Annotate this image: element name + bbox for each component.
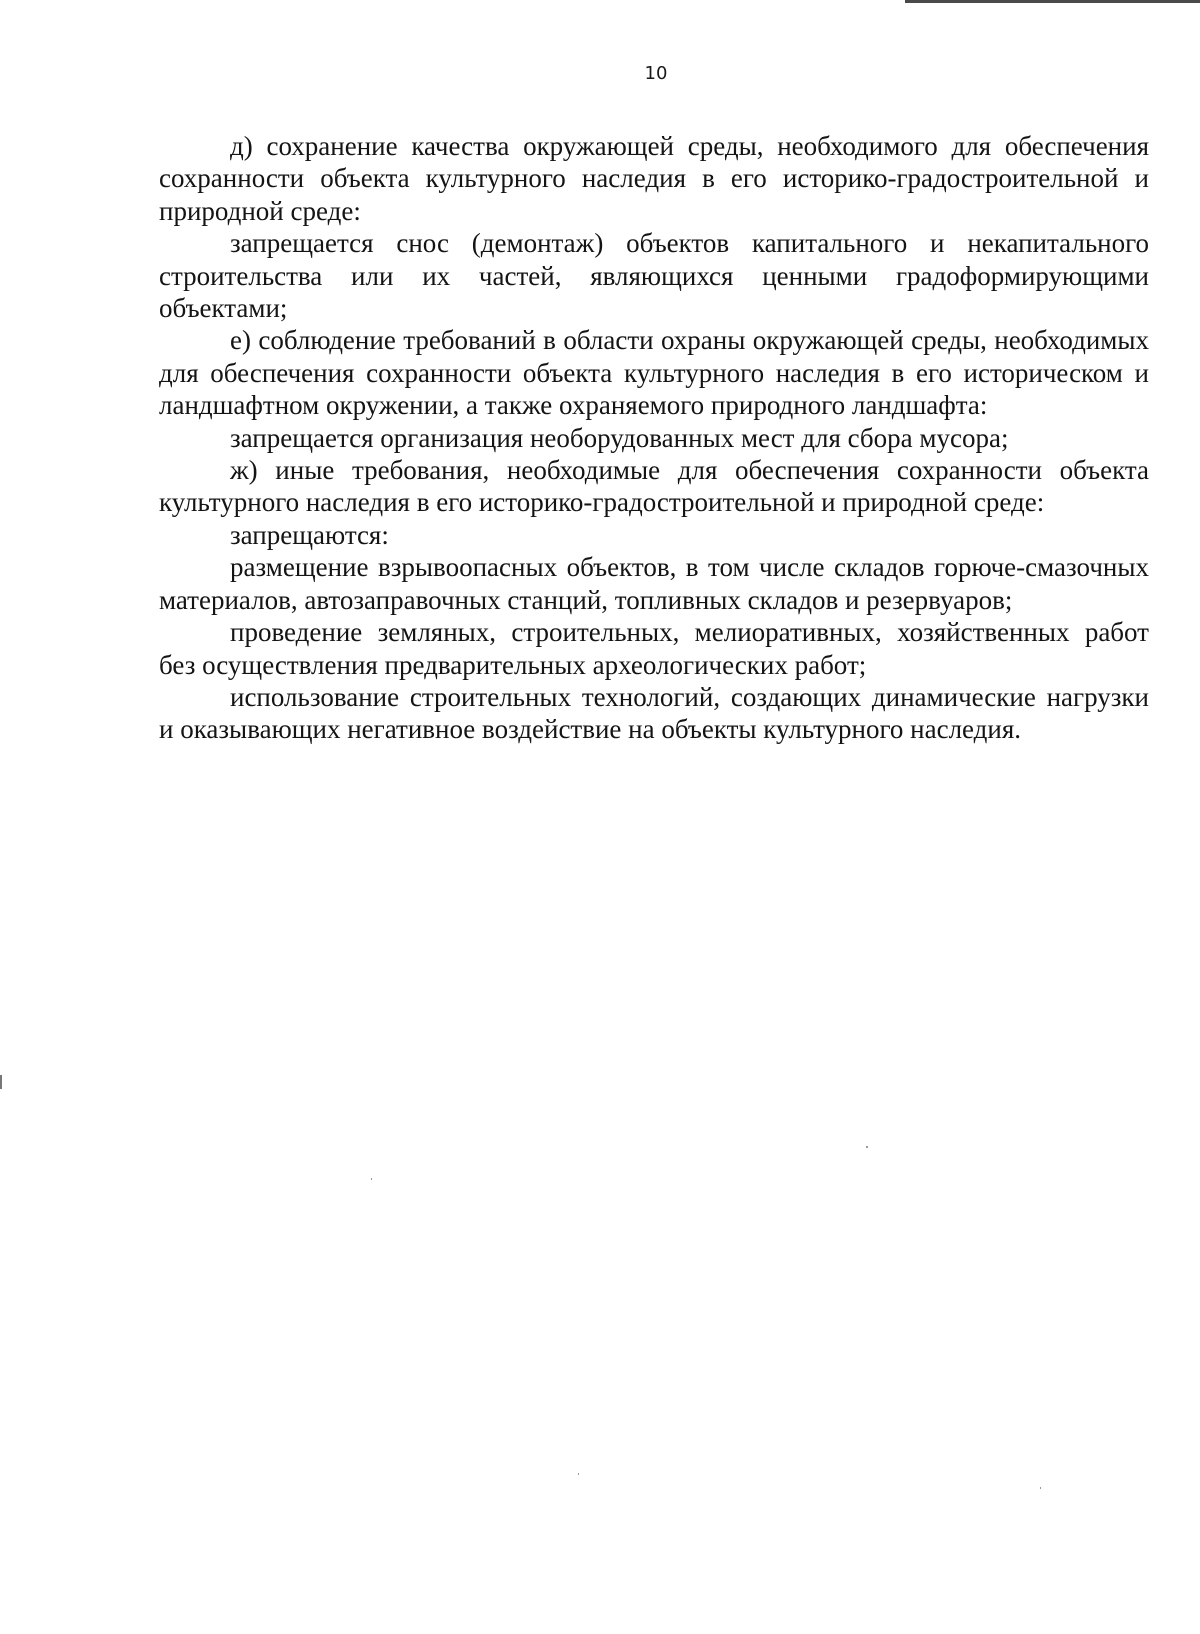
scan-speck <box>866 1146 868 1148</box>
top-edge-rule <box>905 0 1200 3</box>
scan-speck <box>0 1075 2 1089</box>
page-number: 10 <box>644 63 668 84</box>
document-body <box>159 130 1149 746</box>
scan-speck <box>578 1473 579 1475</box>
paragraph-dynamic-load-ban: использование строительных технологий, создающих динамические нагрузки и оказывающих негативное воздействие на объекты культурного наследия. <box>159 681 1149 745</box>
paragraph-zh-other-requirements: ж) иные требования, необходимые для обеспечения сохранности объекта культурного наследия в его историко-градостроительной и природной среде: <box>159 455 1149 518</box>
paragraph-earthworks-ban: проведение земляных, строительных, мелиоративных, хозяйственных работ без осуществления предварительных археологических работ; <box>159 617 1149 680</box>
paragraph-d-environment-quality: д) сохранение качества окружающей среды, необходимого для обеспечения сохранности объекта культурного наследия в его историко-градостроительной и природной среде: <box>159 131 1149 226</box>
paragraph-demolition-ban: запрещается снос (демонтаж) объектов капитального и некапитального строительства или их частей, являющихся ценными градоформирующими объектами; <box>159 228 1149 324</box>
paragraph-waste-sites-ban: запрещается организация необорудованных мест для сбора мусора; <box>230 422 1009 453</box>
scan-speck <box>1040 1487 1041 1489</box>
paragraph-prohibited-heading: запрещаются: <box>230 519 389 550</box>
paragraph-e-environmental-protection: е) соблюдение требований в области охраны окружающей среды, необходимых для обеспечения сохранности объекта культурного наследия в его историческом и ландшафтном окружении, а также охраняемого природного ландшафта: <box>159 325 1149 421</box>
scan-speck <box>371 1178 372 1180</box>
paragraph-explosive-objects-ban: размещение взрывоопасных объектов, в том числе складов горюче-смазочных материалов, автозаправочных станций, топливных складов и резервуаров; <box>159 552 1149 615</box>
